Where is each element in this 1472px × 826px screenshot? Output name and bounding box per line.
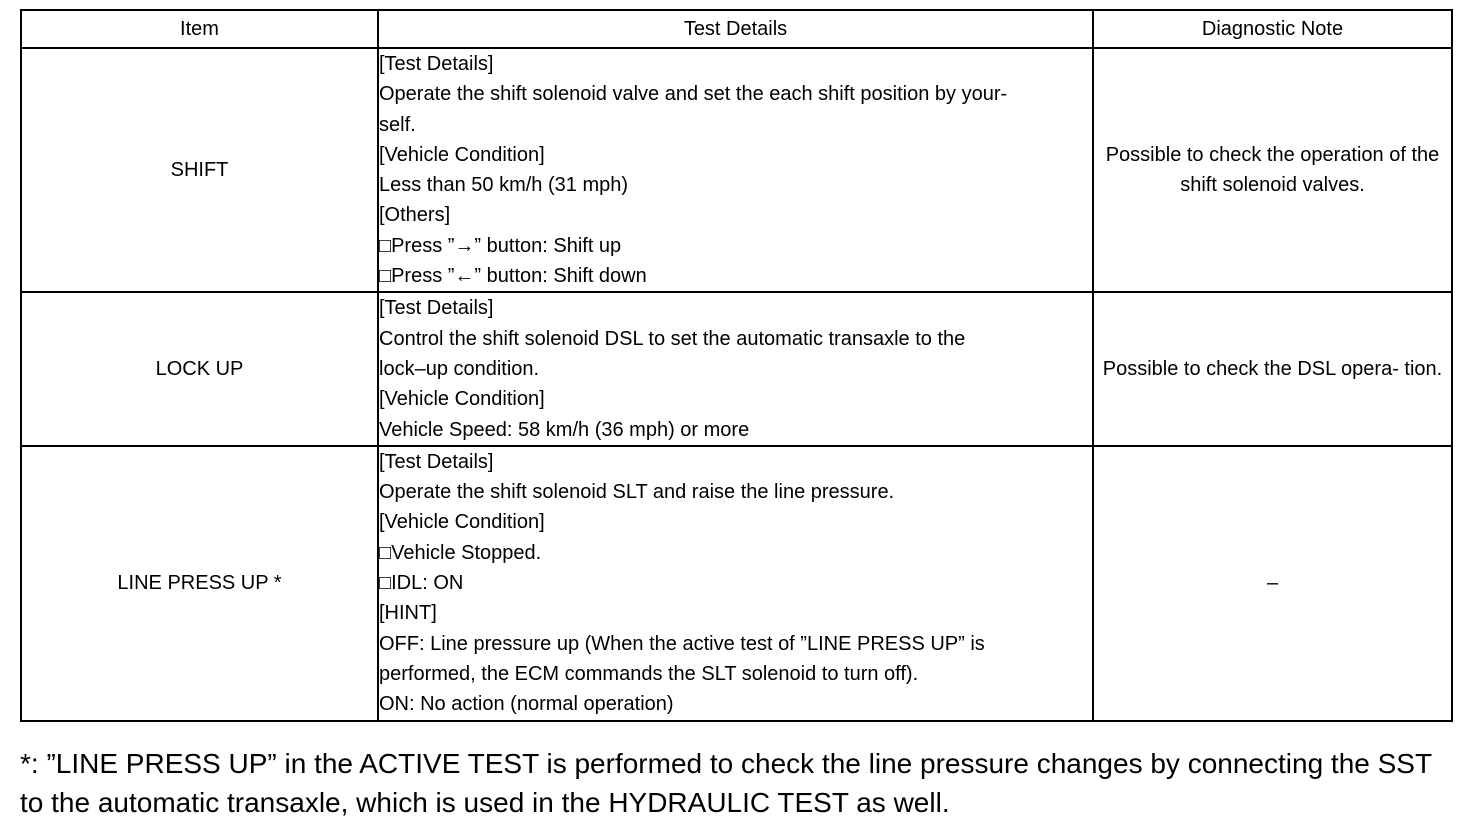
detail-line: performed, the ECM commands the SLT solenoid to turn off).	[379, 662, 919, 685]
detail-line: [Others]	[379, 204, 451, 227]
header-item: Item	[21, 10, 378, 48]
table-row	[21, 48, 1452, 292]
row-item-shift: SHIFT	[21, 48, 378, 292]
diagnostic-note-text: –	[1266, 572, 1279, 595]
detail-line: Control the shift solenoid DSL to set the automatic transaxle to the	[379, 327, 966, 350]
diagnostic-note-text: Possible to check the DSL opera- tion.	[1102, 357, 1443, 380]
detail-line: ON: No action (normal operation)	[379, 693, 674, 716]
row-note-shift	[1093, 48, 1452, 292]
row-note-lock-up	[1093, 292, 1452, 445]
diagnostic-note-text: Possible to check the operation of the shift solenoid valves.	[1105, 143, 1440, 197]
detail-line: □Press ”←” button: Shift down	[379, 265, 647, 288]
detail-line: [HINT]	[379, 602, 437, 625]
detail-line: □IDL: ON	[379, 572, 464, 595]
detail-line: [Test Details]	[379, 297, 494, 320]
detail-line: [Vehicle Condition]	[379, 511, 545, 534]
row-item-lock-up: LOCK UP	[21, 292, 378, 445]
row-note-line-press-up	[1093, 446, 1452, 721]
active-test-table	[20, 9, 1453, 722]
table-row	[21, 292, 1452, 445]
detail-line: self.	[379, 113, 416, 136]
table-header-row	[21, 10, 1452, 48]
detail-line: Operate the shift solenoid SLT and raise the line pressure.	[379, 481, 895, 504]
row-item-line-press-up: LINE PRESS UP *	[21, 446, 378, 721]
row-details-lock-up	[378, 292, 1093, 445]
detail-line: [Test Details]	[379, 53, 494, 75]
detail-line: Operate the shift solenoid valve and set the each shift position by your-	[379, 83, 1008, 106]
detail-line: lock–up condition.	[379, 357, 540, 380]
row-details-shift	[378, 48, 1093, 292]
header-test-details: Test Details	[378, 10, 1093, 48]
table-row	[21, 446, 1452, 721]
detail-line: □Press ”→” button: Shift up	[379, 234, 622, 257]
footnote: *: ”LINE PRESS UP” in the ACTIVE TEST is performed to check the line pressure changes by connecting the SST to the automatic transaxle, which is used in the HYDRAULIC TEST as well.	[20, 748, 1432, 818]
detail-line: Less than 50 km/h (31 mph)	[379, 174, 629, 197]
detail-line: OFF: Line pressure up (When the active test of ”LINE PRESS UP” is	[379, 632, 985, 655]
row-details-line-press-up	[378, 446, 1093, 721]
detail-line: [Vehicle Condition]	[379, 388, 545, 411]
detail-line: Vehicle Speed: 58 km/h (36 mph) or more	[379, 418, 750, 441]
detail-line: [Vehicle Condition]	[379, 143, 545, 166]
detail-line: [Test Details]	[379, 450, 494, 473]
detail-line: □Vehicle Stopped.	[379, 541, 542, 564]
header-diagnostic-note: Diagnostic Note	[1093, 10, 1452, 48]
